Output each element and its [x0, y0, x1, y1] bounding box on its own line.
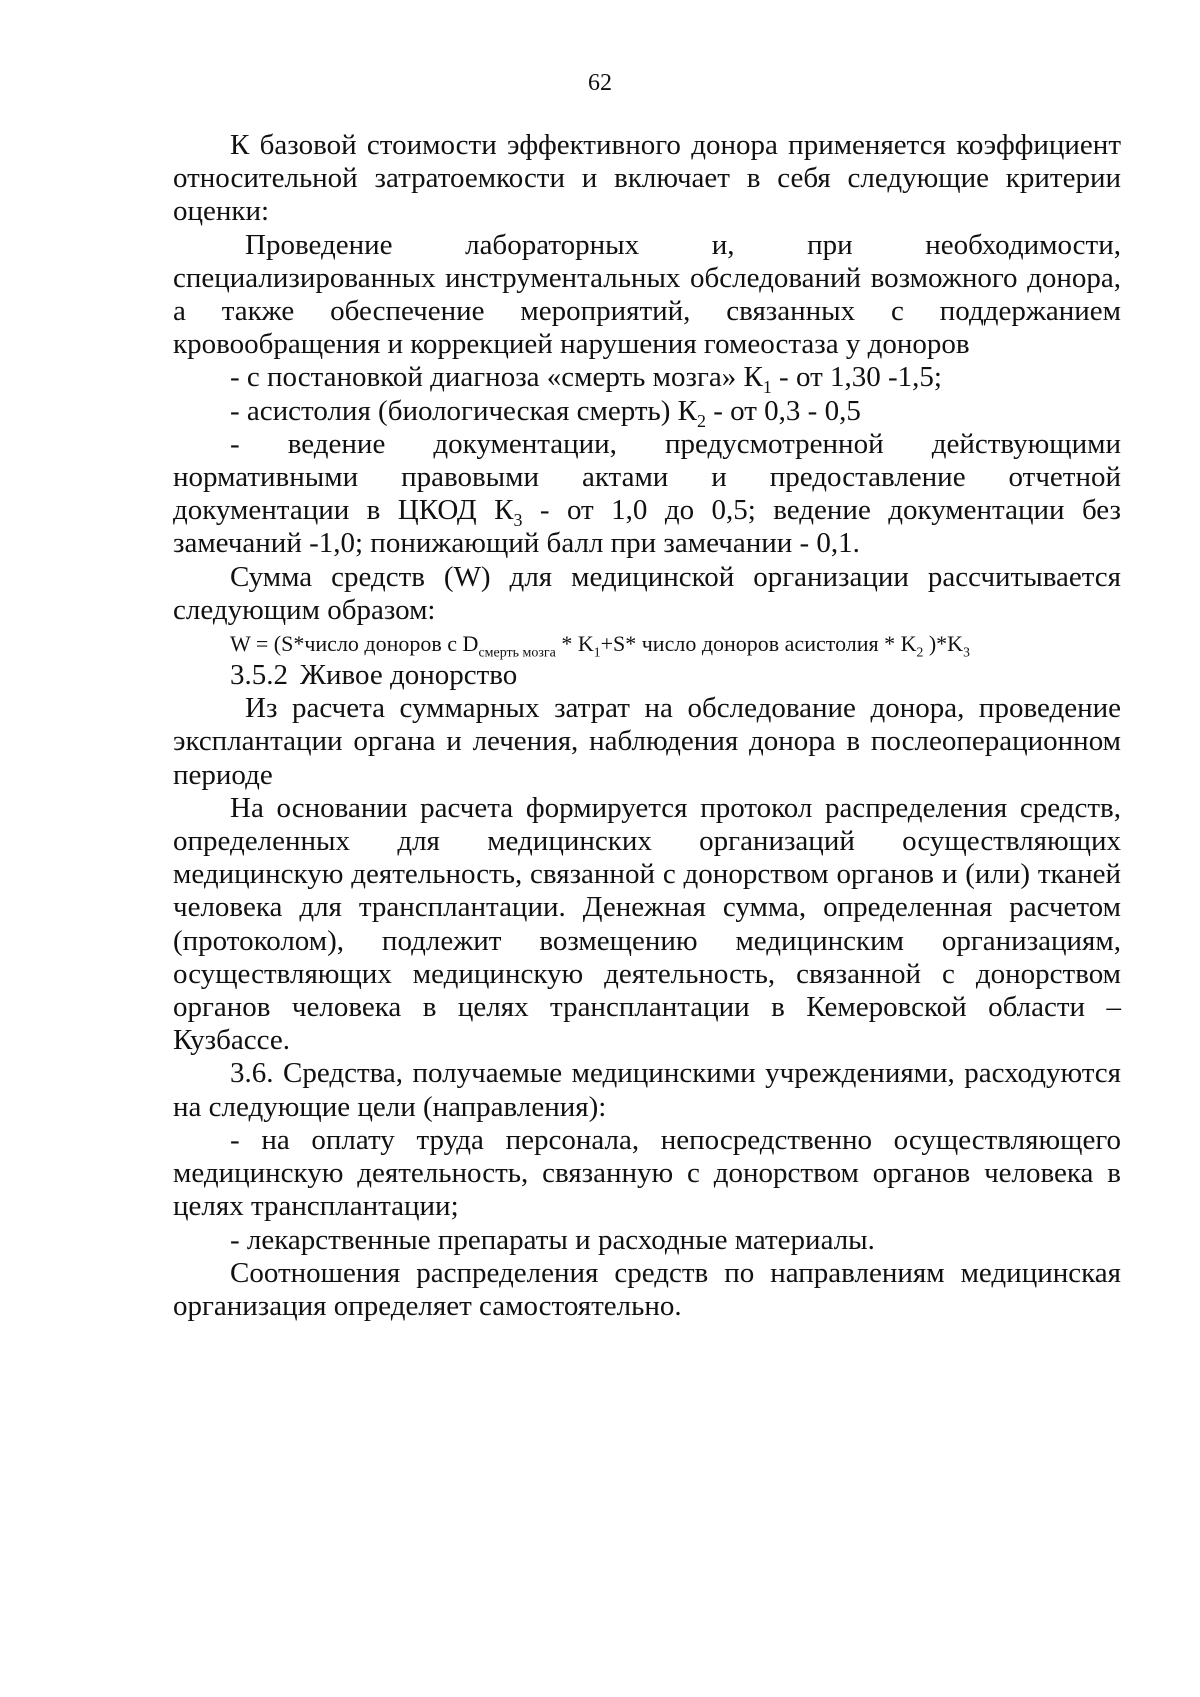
- paragraph-sum-calculation: Сумма средств (W) для медицинской организации рассчитывается следующим образом:: [173, 560, 1121, 626]
- criterion-brain-death-subscript: 1: [762, 377, 772, 398]
- criterion-brain-death-text: - с постановкой диагноза «смерть мозга» К: [230, 361, 763, 394]
- document-body: [173, 129, 1121, 1323]
- formula-part-4: )*K: [923, 631, 964, 657]
- paragraph-coefficient-intro: К базовой стоимости эффективного донора применяется коэффициент относительной затратоемкости и включает в себя следующие критерии оценки:: [173, 129, 1121, 228]
- criterion-documentation: [173, 428, 1121, 561]
- criterion-asystole: [173, 394, 1121, 431]
- criterion-documentation-subscript: 3: [513, 510, 523, 531]
- section-heading-live-donation: [173, 659, 1121, 692]
- paragraph-distribution-ratio: Соотношения распределения средств по направлениям медицинская организация определяет самостоятельно.: [173, 1256, 1121, 1322]
- criterion-asystole-subscript: 2: [697, 410, 706, 431]
- formula-part-2: * K: [555, 631, 594, 657]
- list-item-staff-payment: - на оплату труда персонала, непосредственно осуществляющего медицинскую деятельность, связанную с донорством органов человека в целях трансплантации;: [173, 1123, 1121, 1223]
- criterion-brain-death: [173, 361, 1121, 398]
- criterion-asystole-range: - от 0,3 - 0,5: [705, 394, 861, 427]
- criterion-asystole-text: - асистолия (биологическая смерть) К: [230, 394, 697, 427]
- formula-subscript-k1: 1: [593, 644, 601, 660]
- section-title: Живое донорство: [300, 659, 518, 692]
- paragraph-examinations: Проведение лабораторных и, при необходимости, специализированных инструментальных обследований возможного донора, а также обеспечение мероприятий, связанных с поддержанием кровообращения и коррекцией нарушения гомеостаза у доноров: [173, 228, 1121, 361]
- sum-formula: [173, 629, 1121, 659]
- criterion-brain-death-range: - от 1,30 -1,5;: [771, 361, 942, 394]
- paragraph-live-donation-costs: Из расчета суммарных затрат на обследование донора, проведение эксплантации органа и лечения, наблюдения донора в послеоперационном периоде: [173, 692, 1121, 791]
- formula-subscript-k3: 3: [963, 644, 970, 660]
- formula-part-3: +S* число доноров асистолия * K: [600, 631, 917, 657]
- formula-part-1: W = (S*число доноров с D: [230, 631, 479, 657]
- criterion-documentation-text: - ведение документации, предусмотренной действующими нормативными правовыми актами и предоставление отчетной документации в ЦКОД К: [173, 427, 1121, 527]
- criterion-documentation-range: - от 1,0 до 0,5; ведение документации без замечаний -1,0; понижающий балл при замечании - 0,1.: [173, 494, 1121, 560]
- page-number: 62: [588, 70, 612, 96]
- section-number: 3.5.2: [230, 659, 288, 692]
- formula-subscript-brain-death: смерть мозга: [478, 645, 556, 661]
- formula-subscript-k2: 2: [916, 644, 924, 660]
- paragraph-distribution-protocol: На основании расчета формируется протокол распределения средств, определенных для медицинских организаций осуществляющих медицинскую деятельность, связанной с донорством органов и (или) тканей человека для трансплантации. Денежная сумма, определенная расчетом (протоколом), подлежит возмещению медицинским организациям, осуществляющих медицинскую деятельность, связанной с донорством органов человека в целях трансплантации в Кемеровской области – Кузбассе.: [173, 791, 1121, 1057]
- list-item-medicines: - лекарственные препараты и расходные материалы.: [230, 1223, 875, 1256]
- paragraph-funds-usage: 3.6. Средства, получаемые медицинскими учреждениями, расходуются на следующие цели (направления):: [173, 1057, 1121, 1123]
